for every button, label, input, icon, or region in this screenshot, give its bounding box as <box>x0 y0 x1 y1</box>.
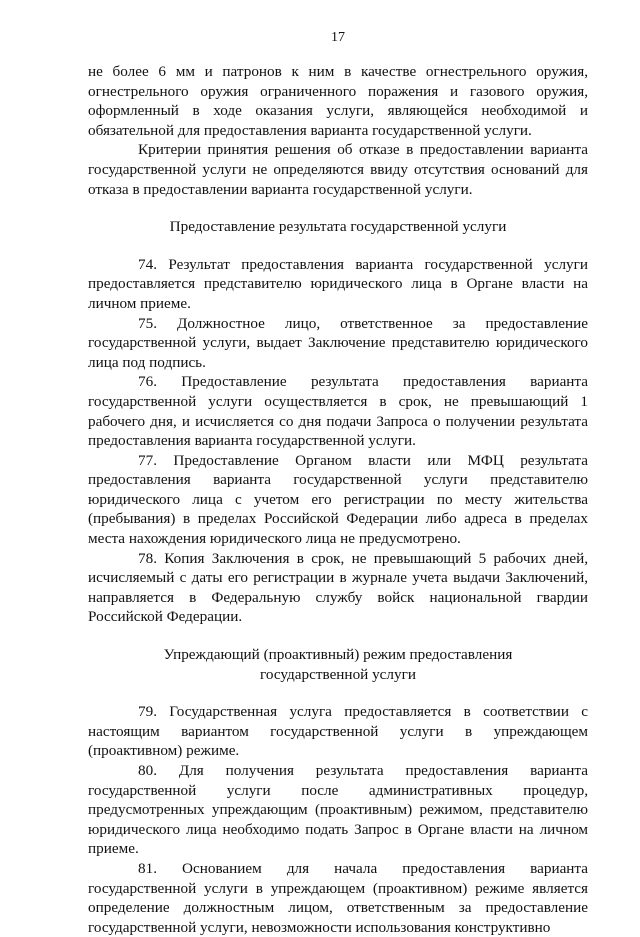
section-heading-proactive <box>88 645 588 684</box>
paragraph-continuation: не более 6 мм и патронов к ним в качестве огнестрельного оружия, огнестрельного оружия ограниченного поражения и газового оружия, оформленный в ходе оказания услуги, являющейся необходимой и обязательной для предоставления варианта государственной услуги. <box>88 63 588 139</box>
page-number: 17 <box>331 30 345 45</box>
section-heading-result-text: Предоставление результата государственной услуги <box>169 218 507 236</box>
paragraph-75: 75. Должностное лицо, ответственное за предоставление государственной услуги, выдает Заключение представителю юридического лица под подпись. <box>88 314 588 371</box>
paragraph-81: 81. Основанием для начала предоставления варианта государственной услуги в упреждающем (проактивном) режиме является определение должностным лицом, ответственным за предоставление государственной услуги, невозможности использования конструктивно <box>88 859 588 936</box>
paragraph-refusal-criteria: Критерии принятия решения об отказе в предоставлении варианта государственной услуги не определяются ввиду отсутствия оснований для отказа в предоставлении варианта государственной услуги. <box>88 141 588 198</box>
paragraph-80: 80. Для получения результата предоставления варианта государственной услуги после административных процедур, предусмотренных упреждающим (проактивным) режимом, представителю юридического лица необходимо подать Запрос в Органе власти на личном приеме. <box>88 762 588 858</box>
section-heading-proactive-line2: государственной услуги <box>260 665 416 683</box>
paragraph-74: 74. Результат предоставления варианта государственной услуги предоставляется представителю юридического лица в Органе власти на личном приеме. <box>88 255 588 312</box>
paragraph-77: 77. Предоставление Органом власти или МФЦ результата предоставления варианта государственной услуги представителю юридического лица с учетом его регистрации по месту жительства (пребывания) в пределах Российской Федерации либо адреса в пределах места нахождения юридического лица не предусмотрено. <box>88 451 588 548</box>
section-heading-proactive-line1: Упреждающий (проактивный) режим предоставления <box>163 646 513 664</box>
paragraph-79: 79. Государственная услуга предоставляется в соответствии с настоящим вариантом государственной услуги в упреждающем (проактивном) режиме. <box>88 703 588 760</box>
paragraph-76: 76. Предоставление результата предоставления варианта государственной услуги осуществляется в срок, не превышающий 1 рабочего дня, и исчисляется со дня подачи Запроса о получении результата предоставления варианта государственной услуги. <box>88 373 588 450</box>
section-heading-result <box>88 217 588 237</box>
paragraph-78: 78. Копия Заключения в срок, не превышающий 5 рабочих дней, исчисляемый с даты его регистрации в журнале учета выдачи Заключений, направляется в Федеральную службу войск национальной гвардии Российской Федерации. <box>88 549 588 626</box>
